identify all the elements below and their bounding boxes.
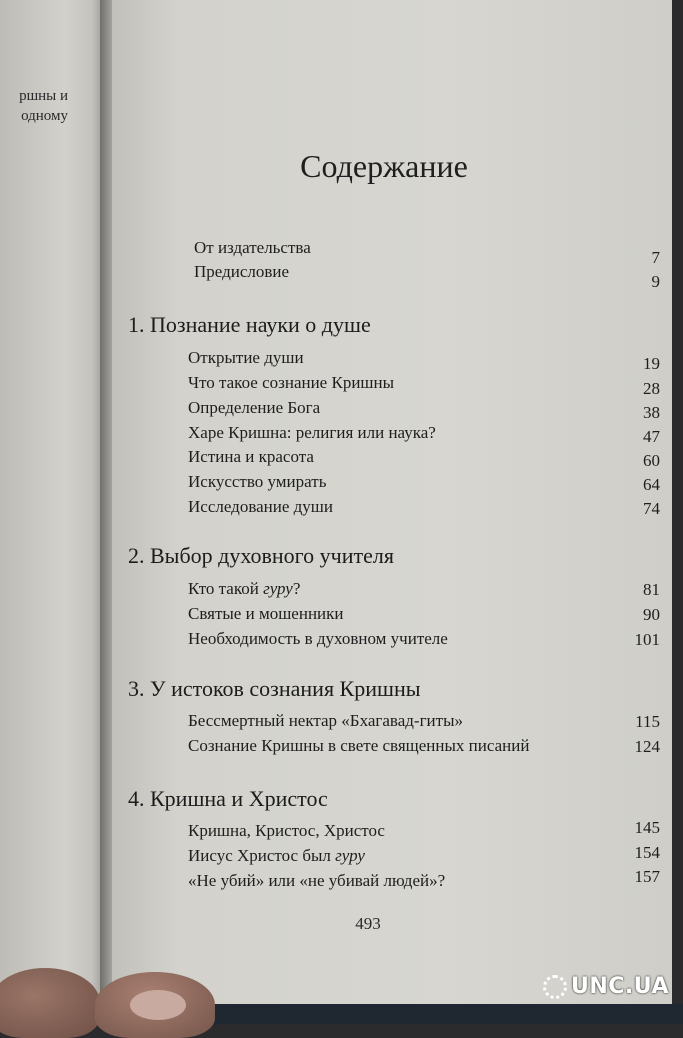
section-heading: 2. Выбор духовного учителя (128, 543, 394, 568)
toc-entry-page: 64 (643, 475, 660, 494)
toc-entry-page: 157 (634, 867, 660, 886)
finger (0, 968, 100, 1038)
toc-entry-page: 90 (643, 605, 660, 624)
toc-entry-title: Открытие души (188, 348, 304, 367)
toc-entry-title: Иисус Христос был гуру (188, 846, 365, 865)
toc-entry-title: Истина и красота (188, 447, 314, 466)
toc-entry-title: Определение Бога (188, 398, 321, 417)
toc-entry-page: 74 (643, 499, 660, 518)
toc-entry-page: 60 (643, 451, 660, 470)
toc-entry-page: 19 (643, 354, 660, 373)
toc-entry-page: 28 (643, 379, 660, 398)
page-number: 493 (355, 914, 381, 933)
toc-entry-title: Харе Кришна: религия или наука? (188, 423, 436, 442)
toc-entry-title: Кто такой гуру? (188, 579, 301, 598)
toc-entry-page: 115 (635, 712, 660, 731)
watermark-text: UNC.UA (571, 974, 669, 999)
page-title: Содержание (300, 148, 468, 184)
toc-entry-title: Кришна, Кристос, Христос (188, 821, 385, 840)
toc-entry-title: Необходимость в духовном учителе (188, 629, 448, 648)
toc-entry-title: Святые и мошенники (188, 604, 344, 623)
toc-entry-page: 124 (634, 737, 660, 756)
toc-entry-title: «Не убий» или «не убивай людей»? (188, 871, 446, 890)
sun-logo-icon (543, 975, 567, 999)
left-page-text-fragment: ршны и (19, 88, 68, 104)
watermark (543, 974, 669, 999)
right-page (112, 0, 672, 1010)
left-page-text-fragment: одному (21, 108, 68, 124)
toc-entry-title: Сознание Кришны в свете священных писаний (188, 736, 530, 755)
toc-entry-title: От издательства (194, 238, 311, 257)
toc-entry-title: Искусство умирать (188, 472, 327, 491)
holding-fingers (0, 960, 240, 1024)
left-page (0, 0, 108, 1000)
section-heading: 1. Познание науки о душе (128, 312, 371, 337)
toc-entry-page: 38 (643, 403, 660, 422)
toc-entry-page: 7 (651, 248, 660, 267)
toc-entry-title: Исследование души (188, 497, 333, 516)
toc-entry-title: Что такое сознание Кришны (188, 373, 395, 392)
section-heading: 4. Кришна и Христос (128, 786, 328, 811)
toc-entry-title: Бессмертный нектар «Бхагавад-гиты» (188, 711, 463, 730)
toc-entry-page: 81 (643, 580, 660, 599)
toc-entry-page: 101 (634, 630, 660, 649)
toc-entry-page: 9 (651, 272, 660, 291)
toc-entry-page: 47 (643, 427, 660, 446)
toc-entry-title: Предисловие (194, 262, 290, 281)
toc-entry-page: 145 (634, 818, 660, 837)
fingernail (130, 990, 186, 1020)
section-heading: 3. У истоков сознания Кришны (128, 676, 421, 701)
toc-entry-page: 154 (634, 843, 660, 862)
